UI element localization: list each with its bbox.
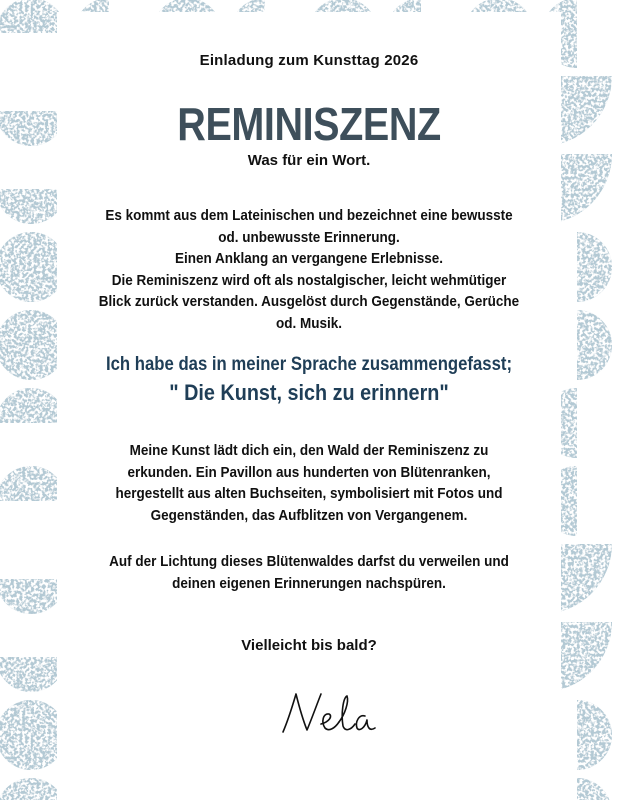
event-kicker: Einladung zum Kunsttag 2026 (199, 52, 419, 69)
paragraph-line: deinen eigenen Erinnerungen nachspüren. (172, 574, 446, 592)
paragraph-line: Meine Kunst lädt dich ein, den Wald der Reminiszenz zu (129, 442, 489, 459)
signature (279, 688, 399, 738)
paragraph-line: Die Reminiszenz wird oft als nostalgischer, leicht wehmütiger (111, 271, 507, 289)
paragraph-clearing (88, 551, 531, 594)
subtitle: Was für ein Wort. (247, 152, 371, 169)
paragraph-line: Einen Anklang an vergangene Erlebnisse. (174, 250, 444, 267)
paragraph-line: Es kommt aus dem Lateinischen und bezeichnet eine bewusste (105, 207, 513, 224)
accent-quote: " Die Kunst, sich zu erinnern" (169, 380, 449, 405)
paragraph-line: od. Musik. (275, 314, 343, 332)
pattern-shape (577, 700, 612, 770)
paragraph-line: erkunden. Ein Pavillon aus hunderten von Blütenranken, (127, 463, 491, 481)
paragraph-line: od. unbewusste Erinnerung. (218, 228, 400, 246)
paragraph-line: Gegenständen, das Aufblitzen von Vergangenem. (150, 506, 468, 524)
paragraph-line: hergestellt aus alten Buchseiten, symbolisiert mit Fotos und (115, 485, 503, 502)
paragraph-line: Auf der Lichtung dieses Blütenwaldes darfst du verweilen und (109, 553, 509, 570)
paragraph-definition (88, 205, 531, 334)
pattern-shape (577, 232, 612, 302)
pattern-shape (577, 778, 612, 800)
accent-intro: Ich habe das in meiner Sprache zusammengefasst; (105, 354, 513, 375)
page-title: REMINISZENZ (177, 98, 441, 150)
paragraph-art (88, 440, 531, 526)
paragraph-line: Blick zurück verstanden. Ausgelöst durch Gegenstände, Gerüche (98, 293, 520, 310)
pattern-shape (577, 310, 612, 380)
invitation-card (57, 12, 561, 800)
closing-line: Vielleicht bis bald? (241, 637, 377, 654)
